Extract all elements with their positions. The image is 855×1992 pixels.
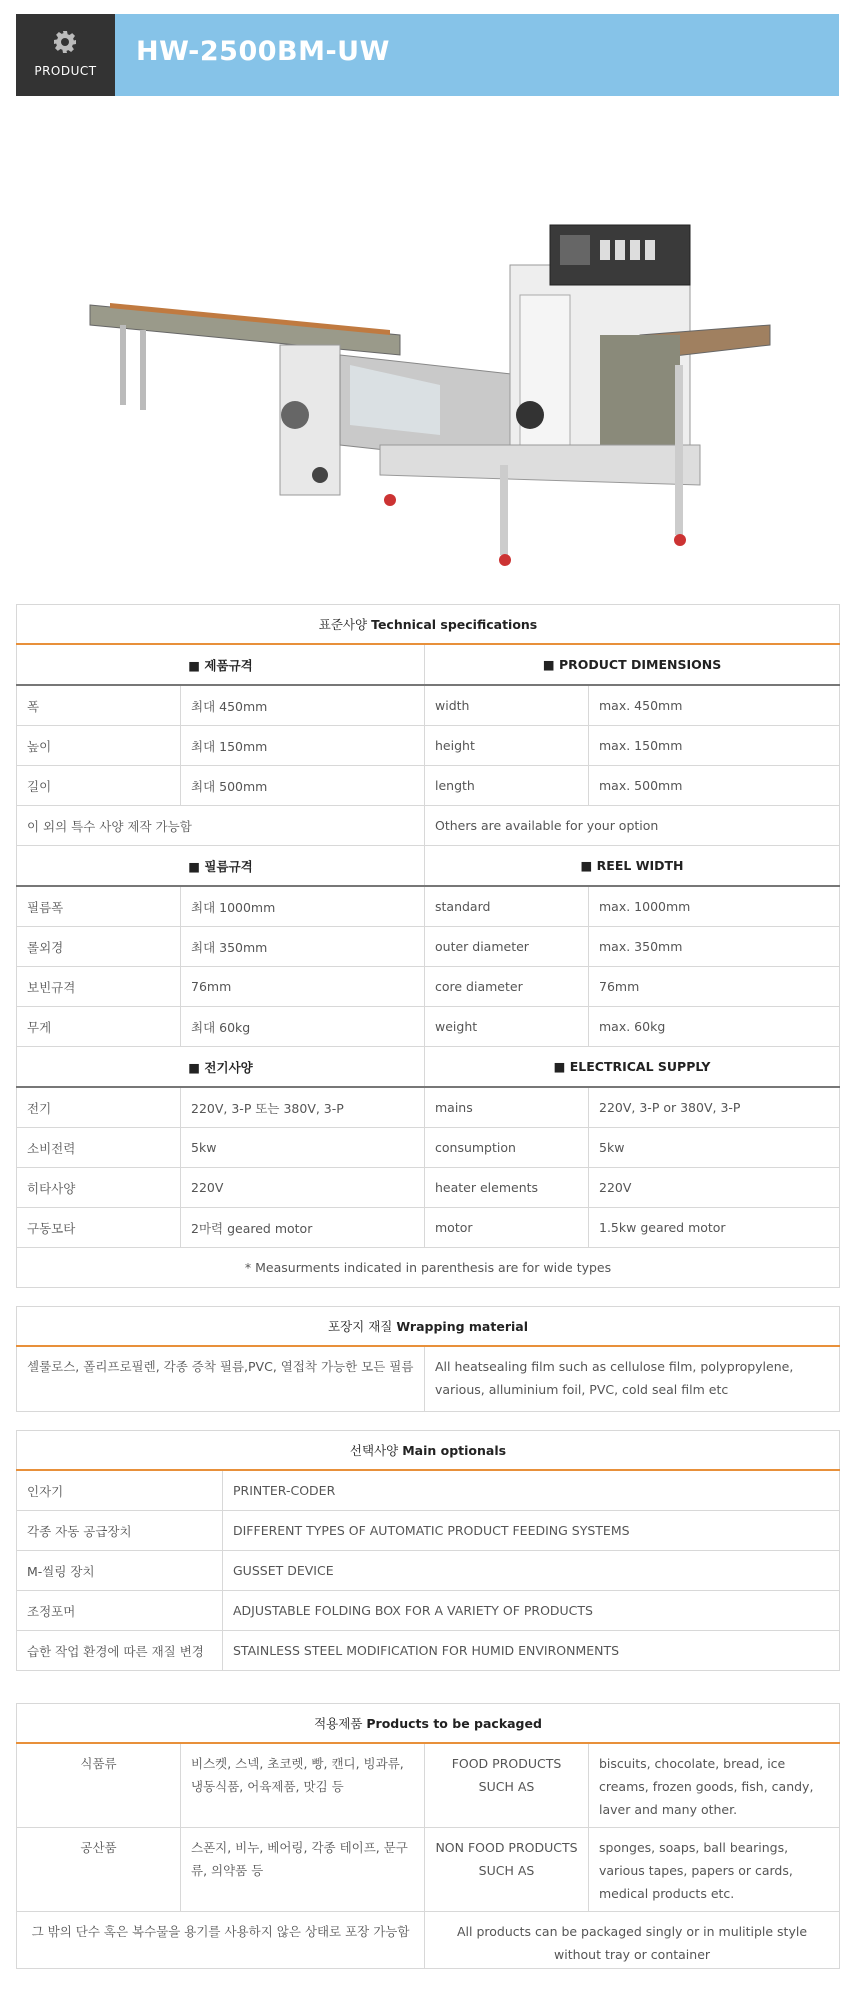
table-row: 높이 최대 150mm height max. 150mm [17,726,840,766]
products-caption: 적용제품 Products to be packaged [17,1704,840,1744]
section-title-en: ■ PRODUCT DIMENSIONS [425,644,840,685]
table-row: 공산품 스폰지, 비누, 베어링, 각종 테이프, 문구류, 의약품 등 NON FOOD PRODUCTS SUCH AS sponges, soaps, ball bearings, various tapes, papers or cards, medical products etc. [17,1828,840,1912]
table-row: 각종 자동 공급장치 DIFFERENT TYPES OF AUTOMATIC PRODUCT FEEDING SYSTEMS [17,1511,840,1551]
table-row: M-씰링 장치 GUSSET DEVICE [17,1551,840,1591]
page-header [16,14,839,96]
table-row: 히타사양 220V heater elements 220V [17,1168,840,1208]
wrapping-material-table [16,1306,840,1412]
table-row: 보빈규격 76mm core diameter 76mm [17,967,840,1007]
table-row: 습한 작업 환경에 따른 재질 변경 STAINLESS STEEL MODIFICATION FOR HUMID ENVIRONMENTS [17,1631,840,1671]
section-title-ko: ■ 전기사양 [17,1047,425,1088]
product-badge [16,14,115,96]
table-row: 구동모타 2마력 geared motor motor 1.5kw geared motor [17,1208,840,1248]
table-row: 소비전력 5kw consumption 5kw [17,1128,840,1168]
section-title-ko: ■ 필름규격 [17,846,425,887]
table-row: 그 밖의 단수 혹은 복수물을 용기를 사용하지 않은 상태로 포장 가능함 All products can be packaged singly or in mulitiple style without tray or container [17,1912,840,1969]
main-optionals-table [16,1430,840,1671]
section-title-ko: ■ 제품규격 [17,644,425,685]
products-table [16,1703,840,1969]
table-row: 식품류 비스켓, 스넥, 초코렛, 빵, 캔디, 빙과류, 냉동식품, 어육제품, 맛김 등 FOOD PRODUCTS SUCH AS biscuits, chocolate, bread, ice creams, frozen goods, fish, candy, laver and many other. [17,1743,840,1828]
table-row: 폭 최대 450mm width max. 450mm [17,685,840,726]
section-title-en: ■ REEL WIDTH [425,846,840,887]
table-row: 조정포머 ADJUSTABLE FOLDING BOX FOR A VARIETY OF PRODUCTS [17,1591,840,1631]
table-row: 롤외경 최대 350mm outer diameter max. 350mm [17,927,840,967]
table-row: 인자기 PRINTER-CODER [17,1470,840,1511]
machine-image [80,185,780,575]
table-row: 전기 220V, 3-P 또는 380V, 3-P mains 220V, 3-P or 380V, 3-P [17,1087,840,1128]
table-row: 길이 최대 500mm length max. 500mm [17,766,840,806]
wrapping-caption: 포장지 재질 Wrapping material [17,1307,840,1347]
table-row: 무게 최대 60kg weight max. 60kg [17,1007,840,1047]
gear-icon [53,30,77,54]
badge-label: PRODUCT [34,64,97,78]
page-title: HW-2500BM-UW [136,36,390,67]
footnote: * Measurments indicated in parenthesis are for wide types [17,1248,840,1288]
optionals-caption: 선택사양 Main optionals [17,1431,840,1471]
technical-specs-table [16,604,840,1288]
section-title-en: ■ ELECTRICAL SUPPLY [425,1047,840,1088]
table-row: 필름폭 최대 1000mm standard max. 1000mm [17,886,840,927]
table-row: 셀룰로스, 폴리프로필렌, 각종 증착 필름,PVC, 열접착 가능한 모든 필름 All heatsealing film such as cellulose film, polypropylene, various, alluminium foil, PVC, cold seal film etc [17,1346,840,1412]
specs-caption: 표준사양 Technical specifications [17,605,840,645]
table-row: 이 외의 특수 사양 제작 가능함 Others are available for your option [17,806,840,846]
